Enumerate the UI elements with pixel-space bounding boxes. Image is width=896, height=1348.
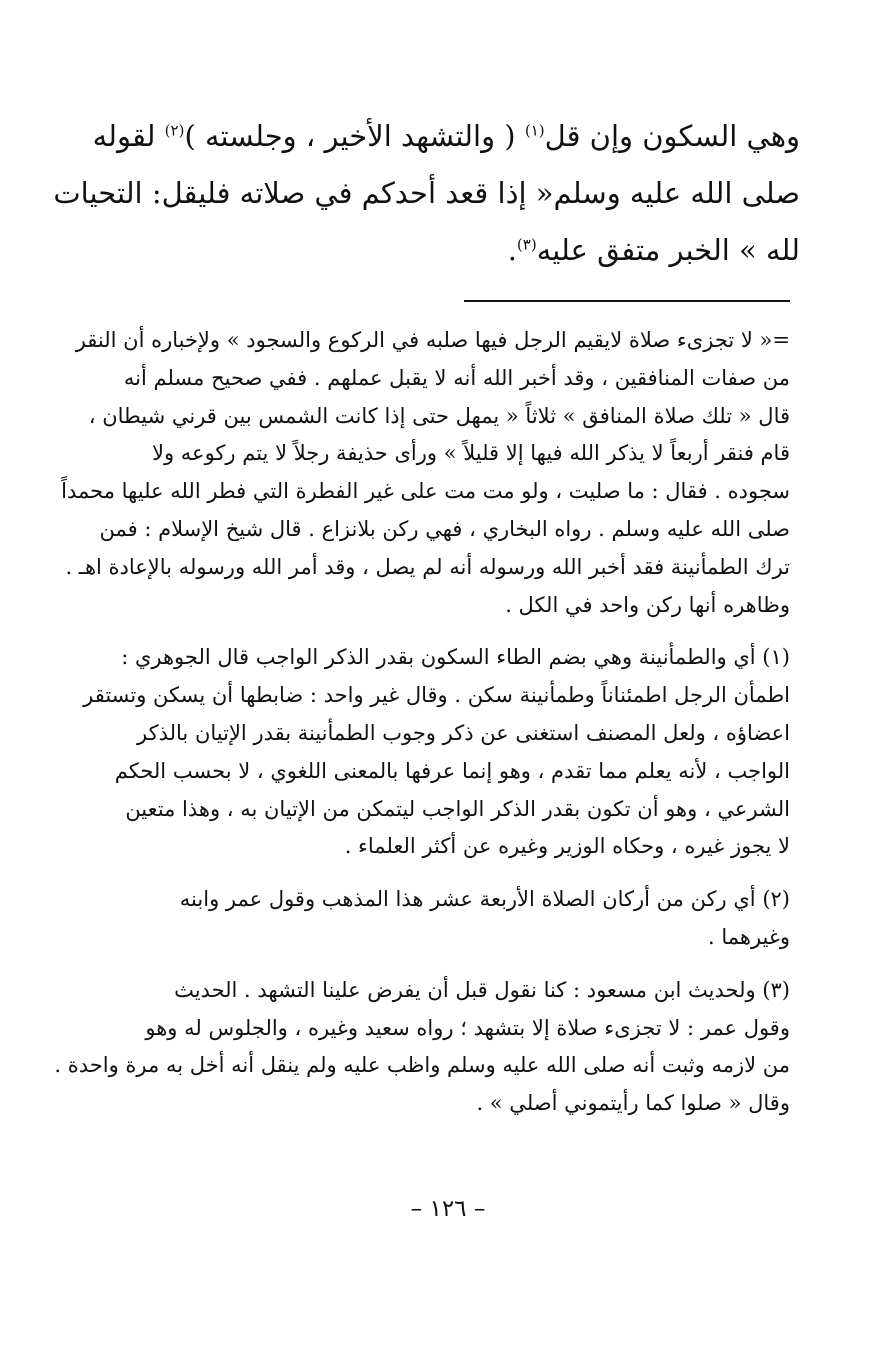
footnote-separator	[464, 300, 790, 302]
footnote-line: وقال « صلوا كما رأيتموني أصلي » .	[476, 1091, 790, 1116]
footnote-line: وغيرهما .	[707, 924, 790, 949]
footnote-line: لا يجوز غيره ، وحكاه الوزير وغيره عن أكثر العلماء .	[344, 834, 790, 859]
footnote-line: صلى الله عليه وسلم . رواه البخاري ، فهي ركن بلانزاع . قال شيخ الإسلام : فمن	[99, 516, 790, 541]
footnote-ref-1[interactable]: (١)	[524, 121, 545, 140]
main-text-segment: لقوله	[92, 119, 156, 153]
main-text-segment: وهي السكون وإن قل	[544, 119, 800, 153]
footnote-line: قام فنقر أربعاً لا يذكر الله فيها إلا قليلاً » ورأى حذيفة رجلاً لا يتم ركوعه ولا	[152, 441, 790, 466]
footnote-line: من صفات المنافقين ، وقد أخبر الله أنه لا يقبل عملهم . ففي صحيح مسلم أنه	[123, 365, 790, 390]
footnote-line: اعضاؤه ، ولعل المصنف استغنى عن ذكر وجوب الطمأنينة بقدر الإتيان بالذكر	[137, 720, 790, 745]
footnote-line: من لازمه وثبت أنه صلى الله عليه وسلم واظب عليه ولم ينقل أنه أخل به مرة واحدة .	[54, 1053, 790, 1078]
footnote-2	[62, 881, 790, 957]
footnote-line: (٣) ولحديث ابن مسعود : كنا نقول قبل أن يفرض علينا التشهد . الحديث	[174, 977, 790, 1002]
footnote-line: الشرعي ، وهو أن تكون بقدر الذكر الواجب ليتمكن من الإتيان به ، وهذا متعين	[125, 796, 790, 821]
footnote-line: قال « تلك صلاة المنافق » ثلاثاً « يمهل حتى إذا كانت الشمس بين قرني شيطان ،	[88, 403, 790, 428]
footnote-line: سجوده . فقال : ما صليت ، ولو مت مت على غير الفطرة التي فطر الله عليها محمداً	[61, 479, 790, 504]
main-text-segment: .	[507, 233, 517, 267]
main-line-2: صلى الله عليه وسلم« إذا قعد أحدكم في صلاته فليقل: التحيات	[53, 176, 800, 210]
footnote-line: اطمأن الرجل اطمئناناً وطمأنينة سكن . وقال غير واحد : ضابطها أن يسكن وتستقر	[83, 683, 790, 708]
footnote-line: وقول عمر : لا تجزىء صلاة إلا بتشهد ؛ رواه سعيد وغيره ، والجلوس له وهو	[145, 1015, 790, 1040]
footnote-line: (١) أي والطمأنينة وهي بضم الطاء السكون بقدر الذكر الواجب قال الجوهري :	[121, 645, 790, 670]
footnote-line: =« لا تجزىء صلاة لايقيم الرجل فيها صلبه في الركوع والسجود » ولإخباره أن النقر	[75, 328, 790, 352]
footnotes	[54, 322, 790, 1138]
footnote-3	[54, 972, 790, 1123]
main-text	[53, 108, 800, 279]
main-line-1	[62, 108, 800, 165]
footnote-line: الواجب ، لأنه يعلم مما تقدم ، وهو إنما عرفها بالمعنى اللغوي ، لا بحسب الحكم	[114, 758, 790, 783]
footnote-line: وظاهره أنها ركن واحد في الكل .	[505, 592, 790, 617]
footnote-1	[62, 639, 790, 866]
page-number: – ١٢٦ –	[410, 1196, 486, 1222]
footnote-line: (٢) أي ركن من أركان الصلاة الأربعة عشر هذا المذهب وقول عمر وابنه	[179, 887, 790, 912]
footnote-line: ترك الطمأنينة فقد أخبر الله ورسوله أنه لم يصل ، وقد أمر الله ورسوله بالإعادة اهـ .	[65, 554, 790, 579]
footnote-continued	[62, 322, 790, 624]
main-text-segment: ( والتشهد الأخير ، وجلسته )	[184, 119, 516, 153]
footnote-ref-2[interactable]: (٢)	[164, 121, 185, 140]
main-line-3	[62, 222, 800, 279]
main-text-segment: لله » الخبر متفق عليه	[536, 233, 800, 267]
footnote-ref-3[interactable]: (٣)	[516, 235, 537, 254]
